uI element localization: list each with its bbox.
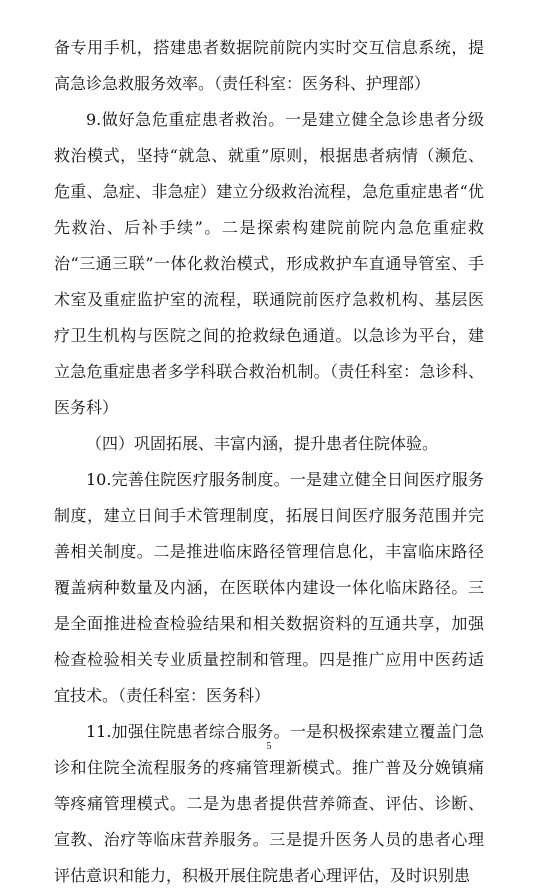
page-number: 5 (266, 741, 272, 752)
paragraph-item-11: 11.加强住院患者综合服务。一是积极探索建立覆盖门急诊和住院全流程服务的疼痛管理新模式。推广普及分娩镇痛等疼痛管理模式。二是为患者提供营养筛查、评估、诊断、宣教、治疗等临床营养服务。三是提升医务人员的患者心理评估意识和能力，积极开展住院患者心理评估，及时识别患 (54, 722, 484, 885)
paragraph-item-10: 10.完善住院医疗服务制度。一是建立健全日间医疗服务制度，建立日间手术管理制度，拓展日间医疗服务范围并完善相关制度。二是推进临床路径管理信息化，丰富临床路径覆盖病种数量及内涵，在医联体内建设一体化临床路径。三是全面推进检查检验结果和相关数据资料的互通共享，加强检查检验相关专业质量控制和管理。四是推广应用中医药适宜技术。（责任科室：医务科） (54, 470, 484, 705)
section-heading-4: （四）巩固拓展、丰富内涵，提升患者住院体验。 (86, 434, 439, 453)
body-text (54, 30, 484, 894)
paragraph-item-9: 9.做好急危重症患者救治。一是建立健全急诊患者分级救治模式，坚持“就急、就重”原则，根据患者病情（濒危、危重、急症、非急症）建立分级救治流程，急危重症患者“优先救治、后补手续”。二是探索构建院前院内急危重症救治“三通三联”一体化救治模式，形成救护车直通导管室、手术室及重症监护室的流程，联通院前医疗急救机构、基层医疗卫生机构与医院之间的抢救绿色通道。以急诊为平台，建立急危重症患者多学科联合救治机制。（责任科室：急诊科、医务科） (54, 110, 484, 417)
paragraph-continuation: 备专用手机，搭建患者数据院前院内实时交互信息系统，提高急诊急救服务效率。（责任科室：医务科、护理部） (54, 38, 484, 93)
